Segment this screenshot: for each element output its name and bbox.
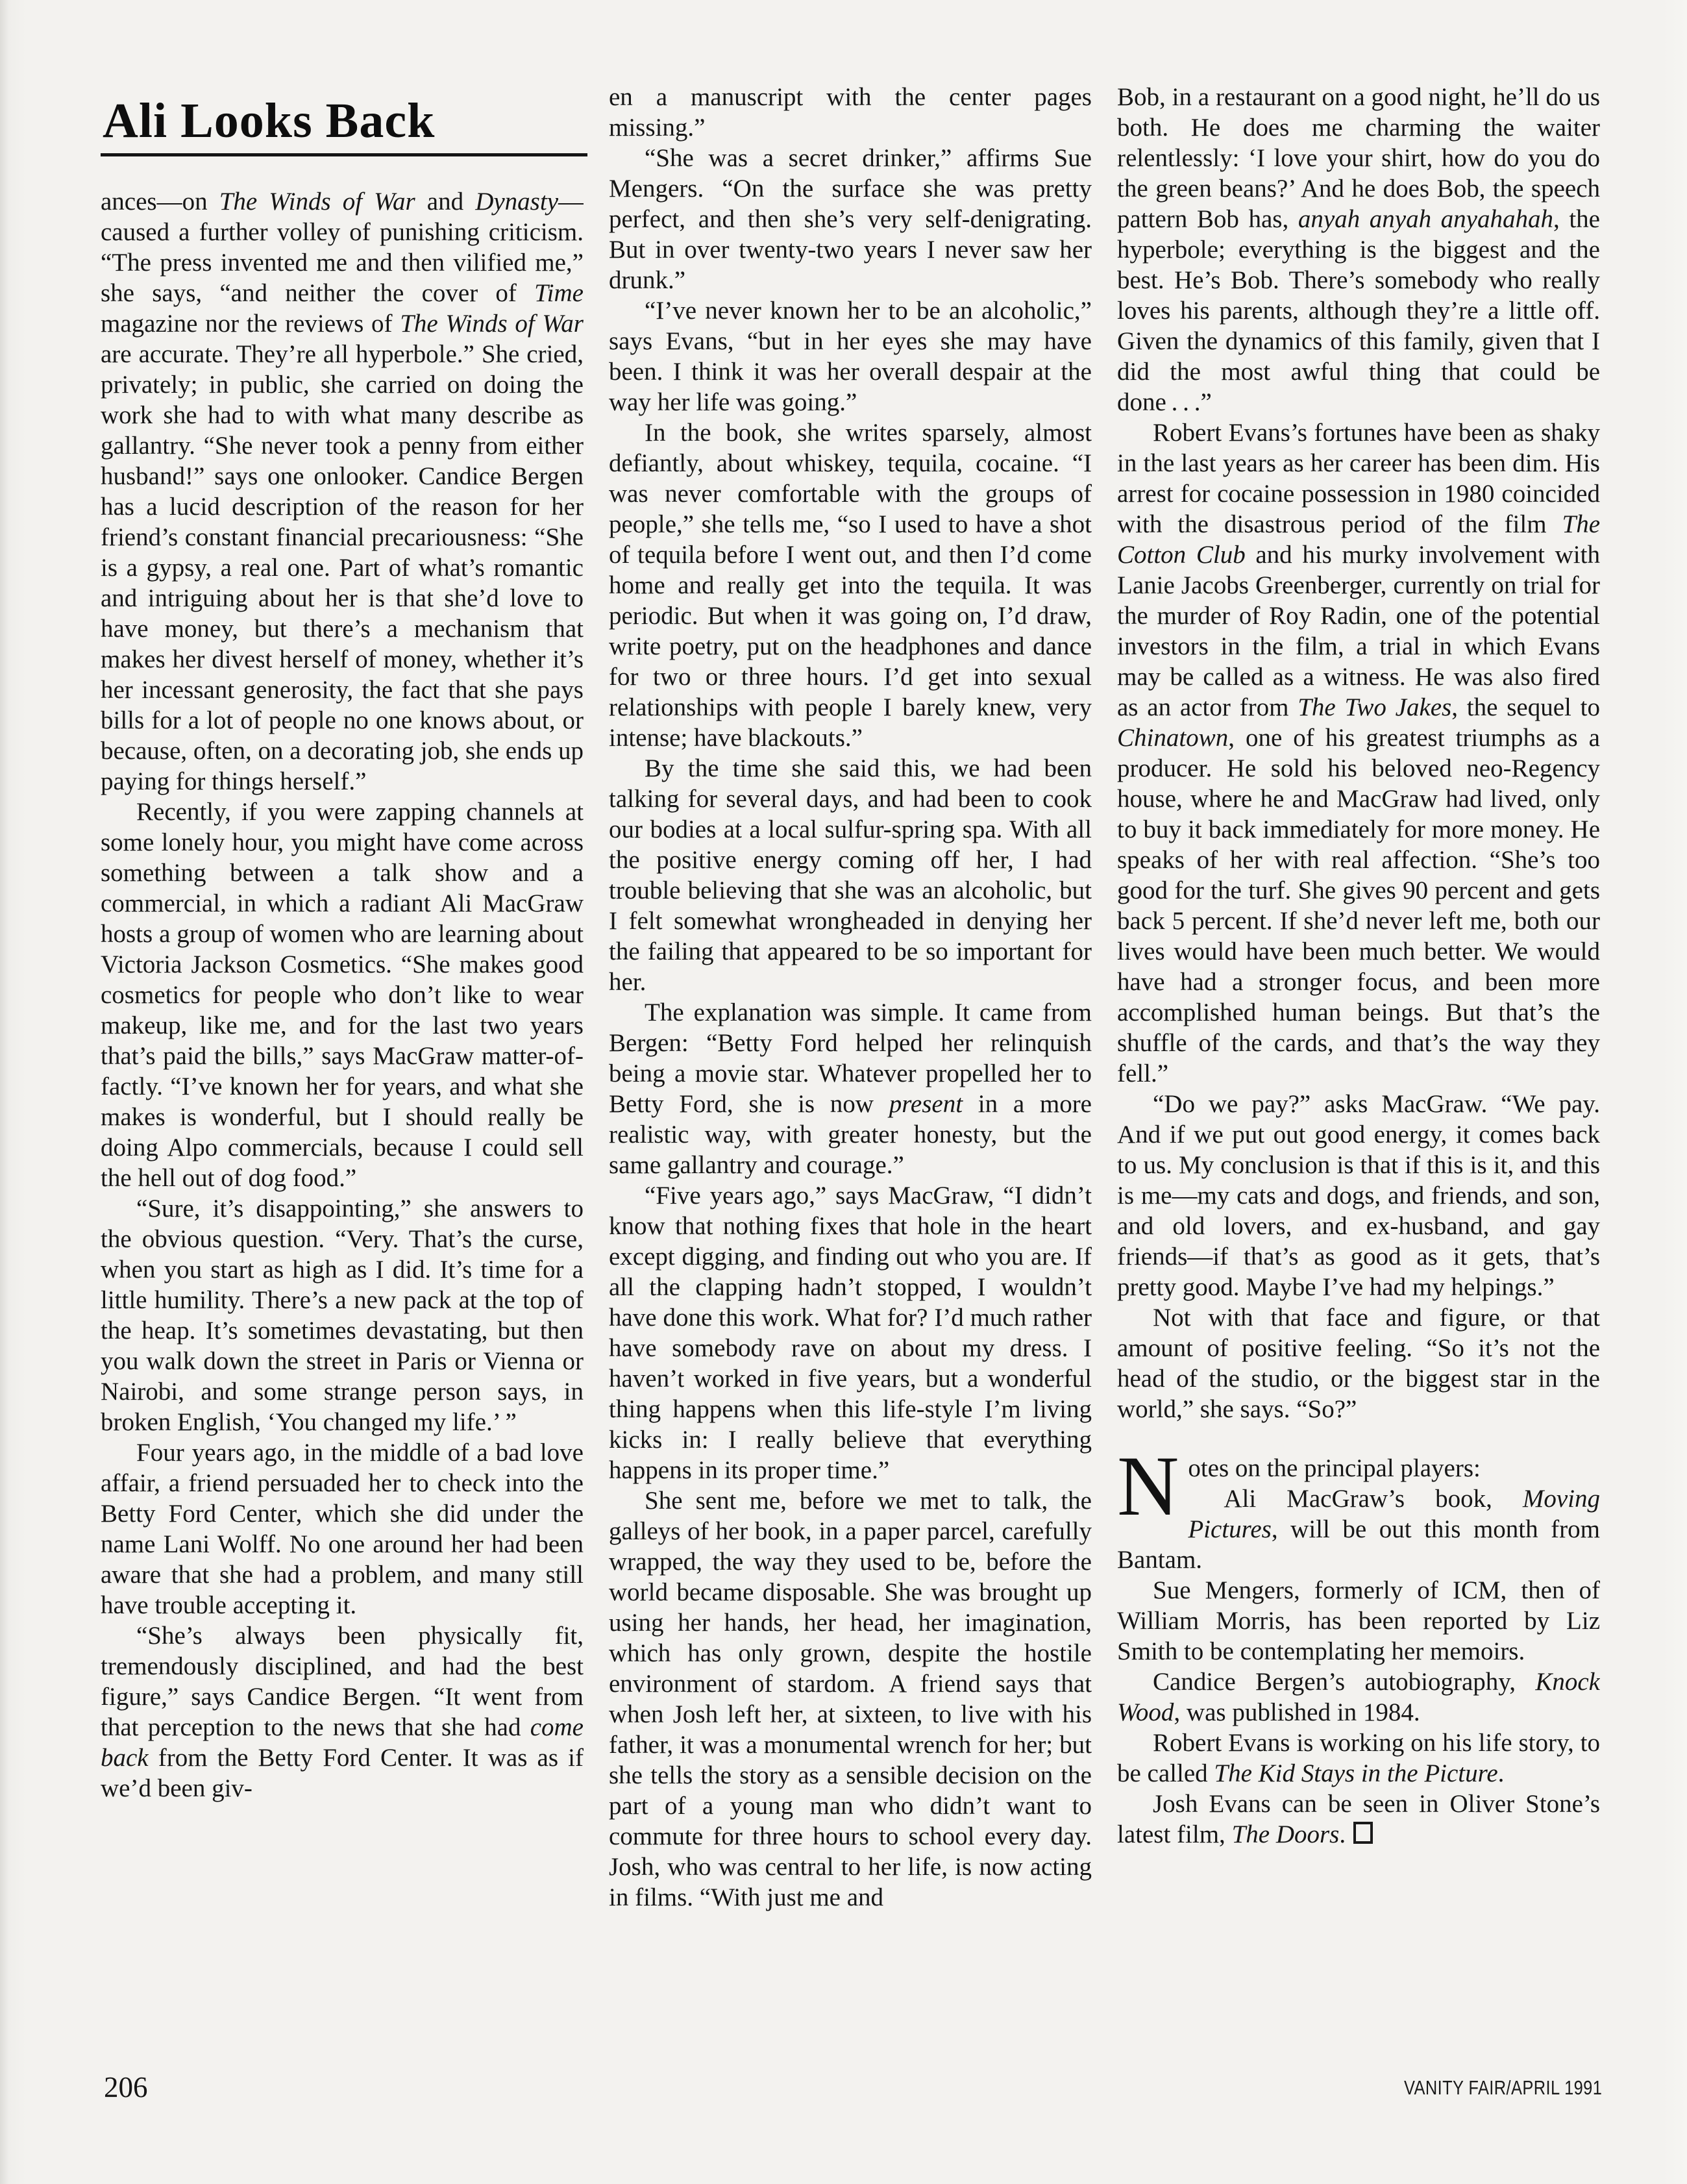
- paragraph: Candice Bergen’s autobiography, Knock Wood, was published in 1984.: [1117, 1668, 1600, 1726]
- paragraph: By the time she said this, we had been talking for several days, and had been to cook our bodies at a local sulfur-spring spa. With all the positive energy coming off her, I had trouble believing that she was an alcoholic, but I felt somewhat wrongheaded in denying her the failing that appeared to be so important for her.: [609, 754, 1092, 996]
- paragraph: Notes on the principal players:: [1117, 1438, 1481, 1533]
- paragraph: The explanation was simple. It came from Bergen: “Betty Ford helped her relinquish being a movie star. Whatever propelled her to Betty Ford, she is now present in a more realistic way, with greater honesty, but the same gallantry and courage.”: [609, 999, 1092, 1179]
- paragraph: en a manuscript with the center pages missing.”: [609, 83, 1092, 142]
- paragraph: Four years ago, in the middle of a bad love affair, a friend persuaded her to check into the Betty Ford Center, which she did under the name Lani Wolff. No one around her had been aware that she had a problem, and many still have trouble accepting it.: [101, 1439, 584, 1619]
- issue-credit: VANITY FAIR/APRIL 1991: [1403, 2076, 1602, 2099]
- paragraph: “Do we pay?” asks MacGraw. “We pay. And if we put out good energy, it comes back to us. My conclusion is that if this is it, and this is me—my cats and dogs, and friends, and son, and old lovers, and ex-husband, and gay friends—if that’s as good as it gets, that’s pretty good. Maybe I’ve had my helpings.”: [1117, 1090, 1600, 1301]
- text-column-1: [101, 186, 584, 2063]
- paragraph: Robert Evans is working on his life story, to be called The Kid Stays in the Picture.: [1117, 1729, 1600, 1787]
- paragraph: Not with that face and figure, or that amount of positive feeling. “So it’s not the head of the studio, or the biggest star in the world,” she says. “So?”: [1117, 1304, 1600, 1423]
- paragraph: “Five years ago,” says MacGraw, “I didn’t know that nothing fixes that hole in the heart except digging, and finding out who you are. If all the clapping hadn’t stopped, I wouldn’t have done this work. What for? I’d much rather have somebody rave on about my dress. I haven’t worked in five years, but a wonderful thing happens when this life-style I’m living kicks in: I really believe that everything happens in its proper time.”: [609, 1182, 1092, 1484]
- paragraph: Sue Mengers, formerly of ICM, then of William Morris, has been reported by Liz Smith to be contemplating her memoirs.: [1117, 1576, 1600, 1665]
- article-title: Ali Looks Back: [103, 93, 436, 148]
- paragraph: “She’s always been physically fit, tremendously disciplined, and had the best figure,” says Candice Bergen. “It went from that perception to the news that she had come back from the Betty Ford Center. It was as if we’d been giv-: [101, 1622, 584, 1802]
- paragraph: Ali MacGraw’s book, Moving Pictures, will be out this month from Bantam.: [1117, 1485, 1600, 1574]
- paragraph: ances—on The Winds of War and Dynasty—caused a further volley of punishing criticism. “The press invented me and then vilified me,” she says, “and neither the cover of Time magazine nor the reviews of The Winds of War are accurate. They’re all hyperbole.” She cried, privately; in public, she carried on doing the work she had to with what many describe as gallantry. “She never took a penny from either husband!” says one onlooker. Candice Bergen has a lucid description of the reason for her friend’s constant financial precariousness: “She is a gypsy, a real one. Part of what’s romantic and intriguing about her is that she’d love to have money, but there’s a mechanism that makes her divest herself of money, whether it’s her incessant generosity, the fact that she pays bills for a lot of people no one knows about, or because, often, on a decorating job, she ends up paying for things herself.”: [101, 188, 584, 795]
- text-column-3: [1117, 82, 1600, 2070]
- paragraph: “Sure, it’s disappointing,” she answers to the obvious question. “Very. That’s the curse, when you start as high as I did. It’s time for a little humility. There’s a new pack at the top of the heap. It’s sometimes devastating, but then you walk down the street in Paris or Vienna or Nairobi, and some strange person says, in broken English, ‘You changed my life.’ ”: [101, 1195, 584, 1436]
- text-column-2: [609, 82, 1092, 2070]
- paragraph: “She was a secret drinker,” affirms Sue Mengers. “On the surface she was pretty perfect, and then she’s very self-denigrating. But in over twenty-two years I never saw her drunk.”: [609, 144, 1092, 294]
- end-of-article-mark: [1353, 1822, 1373, 1844]
- page-number: 206: [104, 2071, 148, 2103]
- paragraph: Bob, in a restaurant on a good night, he’ll do us both. He does me charming the waiter relentlessly: ‘I love your shirt, how do you do the green beans?’ And he does Bob, the speech pattern Bob has, anyah anyah anyahahah, the hyperbole; everything is the biggest and the best. He’s Bob. There’s somebody who really loves his parents, although they’re a little off. Given the dynamics of this family, given that I did the most awful thing that could be done . . .”: [1117, 83, 1600, 416]
- paragraph: “I’ve never known her to be an alcoholic,” says Evans, “but in her eyes she may have been. I think it was her overall despair at the way her life was going.”: [609, 297, 1092, 416]
- title-rule: [101, 153, 587, 156]
- dropcap-letter: N: [1117, 1438, 1179, 1533]
- paragraph: Robert Evans’s fortunes have been as shaky in the last years as her career has been dim. His arrest for cocaine possession in 1980 coincided with the disastrous period of the film The Cotton Club and his murky involvement with Lanie Jacobs Greenberger, currently on trial for the murder of Roy Radin, one of the potential investors in the film, a trial in which Evans may be called as a witness. He was also fired as an actor from The Two Jakes, the sequel to Chinatown, one of his greatest triumphs as a producer. He sold his beloved neo-Regency house, where he and MacGraw had lived, only to buy it back immediately for more money. He speaks of her with real affection. “She’s too good for the turf. She gives 90 percent and gets back 5 percent. If she’d never left me, both our lives would have been much better. We would have had a stronger focus, and been more accomplished human beings. But that’s the shuffle of the cards, and that’s the way they fell.”: [1117, 419, 1600, 1087]
- paragraph: Josh Evans can be seen in Oliver Stone’s latest film, The Doors.: [1117, 1790, 1600, 1848]
- paragraph: She sent me, before we met to talk, the galleys of her book, in a paper parcel, carefully wrapped, the way they used to be, before the world became disposable. She was brought up using her hands, her head, her imagination, which has only grown, despite the hostile environment of stardom. A friend says that when Josh left her, at sixteen, to live with his father, it was a monumental wrench for her; but she tells the story as a sensible decision on the part of a young man who didn’t want to commute for three hours to school every day. Josh, who was central to her life, is now acting in films. “With just me and: [609, 1487, 1092, 1911]
- paragraph: Recently, if you were zapping channels at some lonely hour, you might have come across something between a talk show and a commercial, in which a radiant Ali MacGraw hosts a group of women who are learning about Victoria Jackson Cosmetics. “She makes good cosmetics for people who don’t like to wear makeup, like me, and for the last two years that’s paid the bills,” says MacGraw matter-of-factly. “I’ve known her for years, and what she makes is wonderful, but I should really be doing Alpo commercials, because I could sell the hell out of dog food.”: [101, 798, 584, 1192]
- paragraph: In the book, she writes sparsely, almost defiantly, about whiskey, tequila, cocaine. “I was never comfortable with the groups of people,” she tells me, “so I used to have a shot of tequila before I went out, and then I’d come home and really get into the tequila. It was periodic. But when it was going on, I’d draw, write poetry, put on the headphones and dance for two or three hours. I’d get into sexual relationships with people I barely knew, very intense; have blackouts.”: [609, 419, 1092, 752]
